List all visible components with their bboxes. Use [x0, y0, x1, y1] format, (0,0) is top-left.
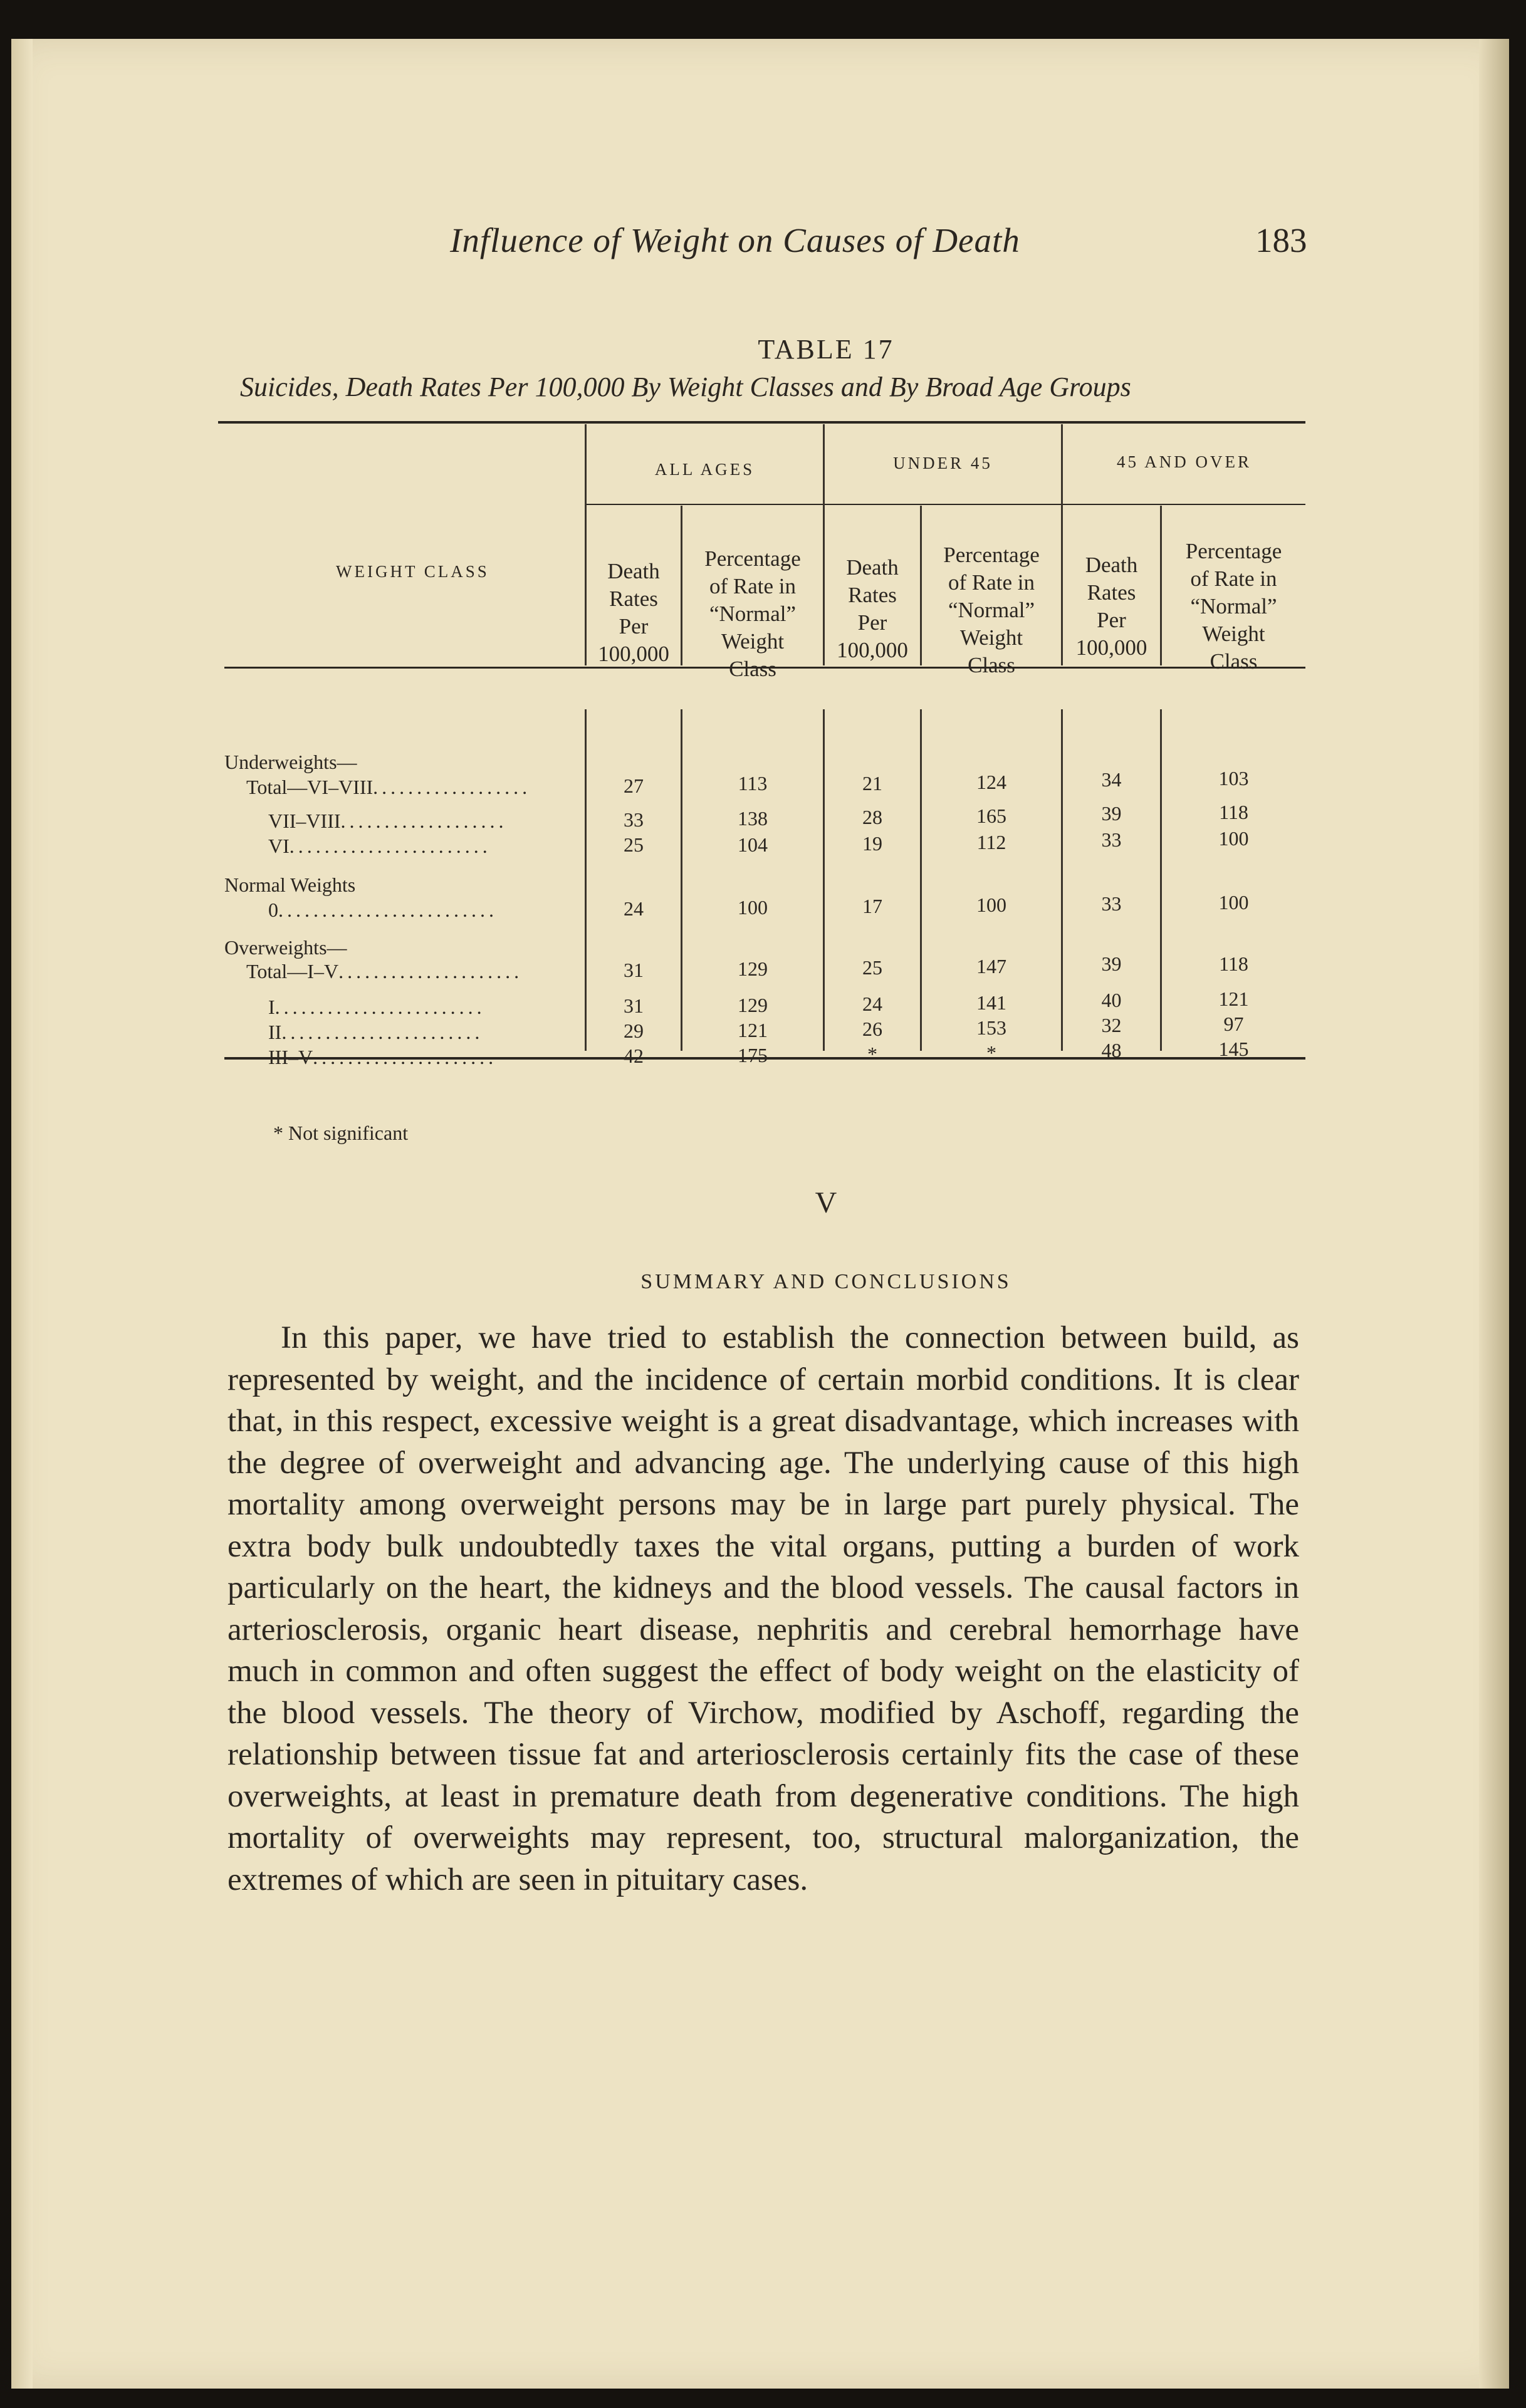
table-cell: 129 — [738, 994, 768, 1016]
table-cell: 42 — [624, 1045, 644, 1067]
table-cell: 25 — [624, 833, 644, 856]
table-cell: 27 — [624, 774, 644, 797]
table-cell: 165 — [976, 805, 1006, 827]
row-label: Total—VI–VIII.................. — [246, 776, 531, 798]
table-cell: 141 — [976, 991, 1006, 1014]
group-label-normal: Normal Weights — [224, 873, 356, 896]
row-label: II....................... — [268, 1021, 484, 1043]
stub-header: WEIGHT CLASS — [336, 562, 489, 581]
table-cell: 19 — [862, 832, 882, 855]
table-cell: 100 — [976, 894, 1006, 916]
group-header-rule — [585, 504, 1305, 505]
table-cell: 39 — [1101, 802, 1122, 825]
table-cell: 153 — [976, 1016, 1006, 1039]
table-cell: 112 — [976, 831, 1006, 853]
table-cell: 118 — [1219, 952, 1248, 975]
section-title: SUMMARY AND CONCLUSIONS — [640, 1270, 1011, 1293]
row-label: VI....................... — [268, 835, 491, 857]
table-cell: 17 — [862, 895, 882, 917]
table-cell: 147 — [976, 955, 1006, 977]
table-top-rule — [218, 421, 1305, 424]
table-cell: 33 — [624, 808, 644, 831]
table-cell: 121 — [1218, 988, 1249, 1010]
table-cell: 100 — [1218, 827, 1249, 850]
group-header-45-and-over: 45 AND OVER — [1116, 452, 1252, 471]
table-cell: 40 — [1101, 989, 1122, 1011]
book-page — [11, 39, 1509, 2389]
table-cell: 24 — [624, 897, 644, 920]
table-cell: 138 — [738, 807, 768, 830]
table-cell: 121 — [738, 1019, 768, 1041]
paragraph: In this paper, we have tried to establish the connection between build, as represented by weight, and the incidence of certain morbid conditions. It is clear that, in this respect, excessive weight is a great disadvantage, which increases with the degree of overweight and advancing age. The underlying cause of this high mortality among overweight persons may be in large part purely physical. The extra body bulk undoubtedly taxes the vital organs, putting a burden of work particularly on the heart, the kidneys and the blood vessels. The causal factors in arteriosclerosis, organic heart disease, nephritis and cerebral hemorrhage have much in common and often suggest the effect of body weight on the elasticity of the blood vessels. The theory of Virchow, modified by Aschoff, regarding the relationship between tissue fat and arteriosclerosis certainly fits the case of these overweights, at least in premature death from degenerative conditions. The high mortality of overweights may represent, too, structural malorganization, the extremes of which are seen in pituitary cases. — [227, 1320, 1299, 1897]
table-cell: 34 — [1101, 768, 1122, 791]
running-title: Influence of Weight on Causes of Death — [450, 221, 1020, 259]
row-label: Total—I–V..................... — [246, 960, 523, 982]
table-cell: 33 — [1101, 892, 1122, 915]
table-cell: 104 — [738, 833, 768, 856]
table-cell: 28 — [862, 806, 882, 828]
row-label: 0......................... — [268, 899, 498, 921]
table-cell: 113 — [738, 772, 768, 795]
table-cell: 25 — [862, 956, 882, 979]
table-cell: 32 — [1101, 1014, 1122, 1036]
column-header-percentage: Percentage of Rate in “Normal” Weight Class — [704, 546, 801, 681]
column-header-percentage: Percentage of Rate in “Normal” Weight Class — [943, 543, 1040, 677]
table-cell: 97 — [1223, 1013, 1244, 1035]
row-label: III–V..................... — [268, 1046, 498, 1068]
table-cell: 118 — [1219, 801, 1248, 823]
section-number: V — [815, 1186, 837, 1219]
table-cell: * — [867, 1043, 877, 1065]
body-text — [227, 1317, 1299, 1900]
table-cell: * — [986, 1041, 996, 1064]
table-cell: 31 — [624, 959, 644, 981]
column-header-death-rates: Death Rates Per 100,000 — [1075, 553, 1147, 660]
table-cell: 145 — [1218, 1038, 1249, 1060]
group-label-overweights: Overweights— — [224, 936, 347, 959]
table-footnote: * Not significant — [273, 1122, 409, 1144]
column-header-death-rates: Death Rates Per 100,000 — [598, 559, 669, 666]
table-cell: 21 — [862, 772, 882, 795]
row-label: VII–VIII................... — [268, 810, 508, 832]
table-cell: 175 — [738, 1044, 768, 1066]
row-label: I........................ — [268, 996, 486, 1018]
table-caption: Suicides, Death Rates Per 100,000 By Weight Classes and By Broad Age Groups — [240, 372, 1131, 402]
table-cell: 103 — [1218, 767, 1249, 790]
column-header-percentage: Percentage of Rate in “Normal” Weight Class — [1185, 539, 1282, 674]
page-number: 183 — [1255, 221, 1307, 259]
group-label-underweights: Underweights— — [224, 751, 357, 773]
table-cell: 48 — [1101, 1039, 1122, 1061]
table-cell: 100 — [738, 896, 768, 919]
table-label: TABLE 17 — [758, 334, 894, 365]
table-cell: 39 — [1101, 952, 1122, 975]
table-cell: 31 — [624, 994, 644, 1017]
table-cell: 129 — [738, 957, 768, 980]
group-header-under-45: UNDER 45 — [893, 454, 993, 472]
table-cell: 29 — [624, 1019, 644, 1042]
column-header-death-rates: Death Rates Per 100,000 — [837, 555, 908, 662]
table-cell: 33 — [1101, 828, 1122, 851]
table-cell: 24 — [862, 993, 882, 1015]
table-cell: 124 — [976, 771, 1006, 793]
table-cell: 100 — [1218, 891, 1249, 914]
group-header-all-ages: ALL AGES — [654, 460, 755, 479]
table-cell: 26 — [862, 1018, 882, 1040]
